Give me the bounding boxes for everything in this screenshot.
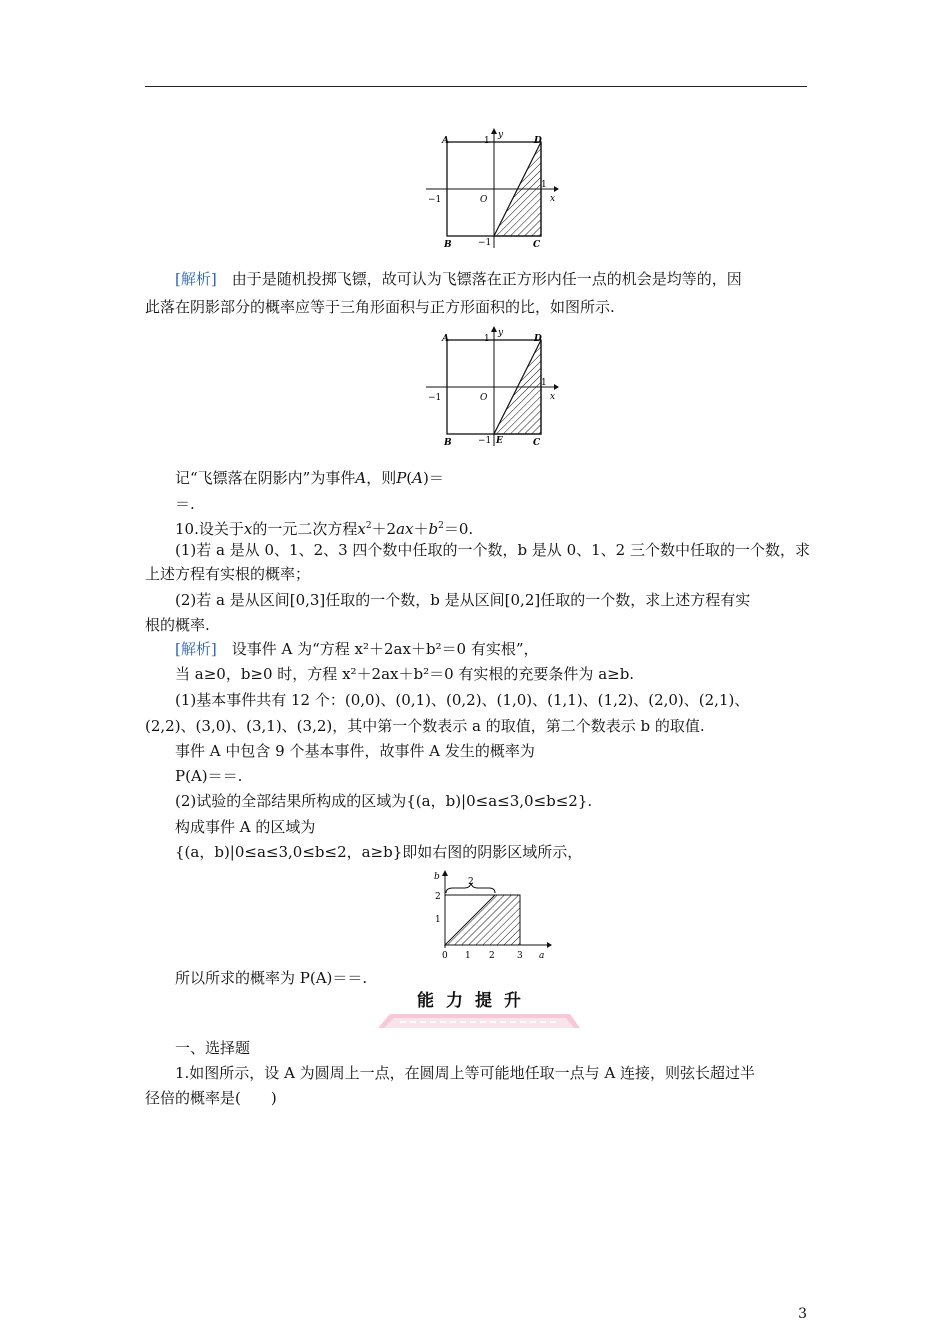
section-heading-choice: 一、选择题 xyxy=(175,1039,251,1057)
label-D: D xyxy=(534,334,542,344)
label-x: x xyxy=(550,194,556,204)
question-1-line1: 1.如图所示，设 A 为圆周上一点，在圆周上等可能地任取一点与 A 连接，则弦长超过半 xyxy=(175,1064,756,1082)
label-C: C xyxy=(533,240,541,250)
label-a-axis: a xyxy=(539,951,545,961)
question-10-part2-line1: (2)若 a 是从区间[0,3]任取的一个数，b 是从区间[0,2]任取的一个数，求上述方程有实 xyxy=(175,591,751,609)
part1-basic-events-line2: (2,2)、(3,0)、(3,1)、(3,2)，其中第一个数表示 a 的取值，第二个数表示 b 的取值. xyxy=(145,717,705,735)
label-C: C xyxy=(533,438,541,448)
label-x0: 0 xyxy=(442,951,448,961)
label-b-axis: b xyxy=(434,872,440,882)
label-one-top: 1 xyxy=(484,334,490,344)
event-text-c: ，则 xyxy=(366,469,397,487)
part2-region-line2: 构成事件 A 的区域为 xyxy=(175,818,316,836)
label-x2: 2 xyxy=(489,951,495,961)
analysis-1-text: 由于是随机投掷飞镖，故可认为飞镖落在正方形内任一点的机会是均等的，因 xyxy=(216,270,742,288)
label-neg-one-bottom: −1 xyxy=(478,436,492,446)
equals-line: ＝. xyxy=(175,495,195,513)
part1-event-count: 事件 A 中包含 9 个基本事件，故事件 A 发生的概率为 xyxy=(175,742,535,760)
part1-basic-events-line1: (1)基本事件共有 12 个：(0,0)、(0,1)、(0,2)、(1,0)、(1,1)、(1,2)、(2,0)、(2,1)、 xyxy=(175,691,750,709)
q10-text-i: b xyxy=(428,520,439,538)
label-x1: 1 xyxy=(465,951,471,961)
analysis-tag-2: [解析] xyxy=(175,640,217,658)
label-B: B xyxy=(444,438,452,448)
label-brace-2: 2 xyxy=(468,877,474,887)
part2-region-line1: (2)试验的全部结果所构成的区域为{(a，b)|0≤a≤3,0≤b≤2}. xyxy=(175,792,593,810)
question-10-part1-line2: 上述方程有实根的概率； xyxy=(145,565,311,583)
question-10-part1-line1: (1)若 a 是从 0、1、2、3 四个数中任取的一个数，b 是从 0、1、2 三个数中任取的一个数，求 xyxy=(175,541,810,559)
part2-probability: 所以所求的概率为 P(A)＝＝. xyxy=(175,969,368,987)
label-A: A xyxy=(442,136,449,146)
label-E: E xyxy=(496,436,503,446)
event-text-g: )＝ xyxy=(423,469,444,487)
label-y2: 2 xyxy=(435,892,441,902)
label-neg-one-bottom: −1 xyxy=(478,238,492,248)
header-rule xyxy=(145,86,807,87)
q10-text-f: ＋2 xyxy=(371,520,397,538)
label-A: A xyxy=(442,334,449,344)
q10-text-e: 2 xyxy=(365,521,372,531)
label-one-right: 1 xyxy=(541,180,547,190)
q10-text-j: 2 xyxy=(438,521,444,531)
label-one-right: 1 xyxy=(541,378,547,388)
event-text-b: A xyxy=(355,469,367,487)
page-number: 3 xyxy=(798,1306,807,1322)
banner-title: 能力提升 xyxy=(417,991,533,1011)
event-text-d: P xyxy=(396,469,407,487)
event-definition-line xyxy=(175,468,444,488)
analysis-1-line-1 xyxy=(175,269,742,289)
condition-line: 当 a≥0，b≥0 时，方程 x²＋2ax＋b²＝0 有实根的充要条件为 a≥b. xyxy=(175,665,635,683)
part2-region-line3: {(a，b)|0≤a≤3,0≤b≤2，a≥b}即如右图的阴影区域所示， xyxy=(175,843,583,861)
q10-text-a: 10.设关于 xyxy=(175,520,244,538)
label-x3: 3 xyxy=(517,951,523,961)
q10-text-d: x xyxy=(357,520,366,538)
label-D: D xyxy=(534,136,542,146)
q10-text-h: ＋ xyxy=(413,520,429,538)
label-O: O xyxy=(480,393,488,403)
label-y: y xyxy=(498,328,504,338)
q10-text-k: ＝0. xyxy=(443,520,474,538)
analysis-2-line-1 xyxy=(175,639,539,659)
event-text-e: ( xyxy=(406,469,413,487)
part1-probability: P(A)＝＝. xyxy=(175,767,243,785)
label-x: x xyxy=(550,392,556,402)
q10-text-c: 的一元二次方程 xyxy=(252,520,358,538)
analysis-1-line-2: 此落在阴影部分的概率应等于三角形面积与正方形面积的比，如图所示. xyxy=(145,298,615,316)
q10-text-b: x xyxy=(243,520,253,538)
event-text-a: 记“飞镖落在阴影内”为事件 xyxy=(175,469,356,487)
square-shaded-triangle-figure-1 xyxy=(420,128,560,252)
label-neg-one-left: −1 xyxy=(428,393,442,403)
analysis-tag: [解析] xyxy=(175,270,217,288)
analysis-2-text: 设事件 A 为“方程 x²＋2ax＋b²＝0 有实根”， xyxy=(216,640,539,658)
label-neg-one-left: −1 xyxy=(428,195,442,205)
label-B: B xyxy=(444,240,452,250)
question-10-part2-line2: 根的概率. xyxy=(145,616,210,634)
section-banner xyxy=(370,988,580,1028)
label-y1: 1 xyxy=(435,915,441,925)
question-1-line2: 径倍的概率是( ) xyxy=(145,1089,277,1107)
q10-text-g: ax xyxy=(396,520,414,538)
question-10-stem xyxy=(175,516,473,539)
label-O: O xyxy=(480,195,488,205)
label-one-top: 1 xyxy=(484,136,490,146)
square-shaded-triangle-figure-2 xyxy=(420,326,560,450)
event-text-f: A xyxy=(412,469,423,487)
label-y: y xyxy=(498,130,504,140)
rectangle-shaded-region-figure xyxy=(425,868,555,964)
